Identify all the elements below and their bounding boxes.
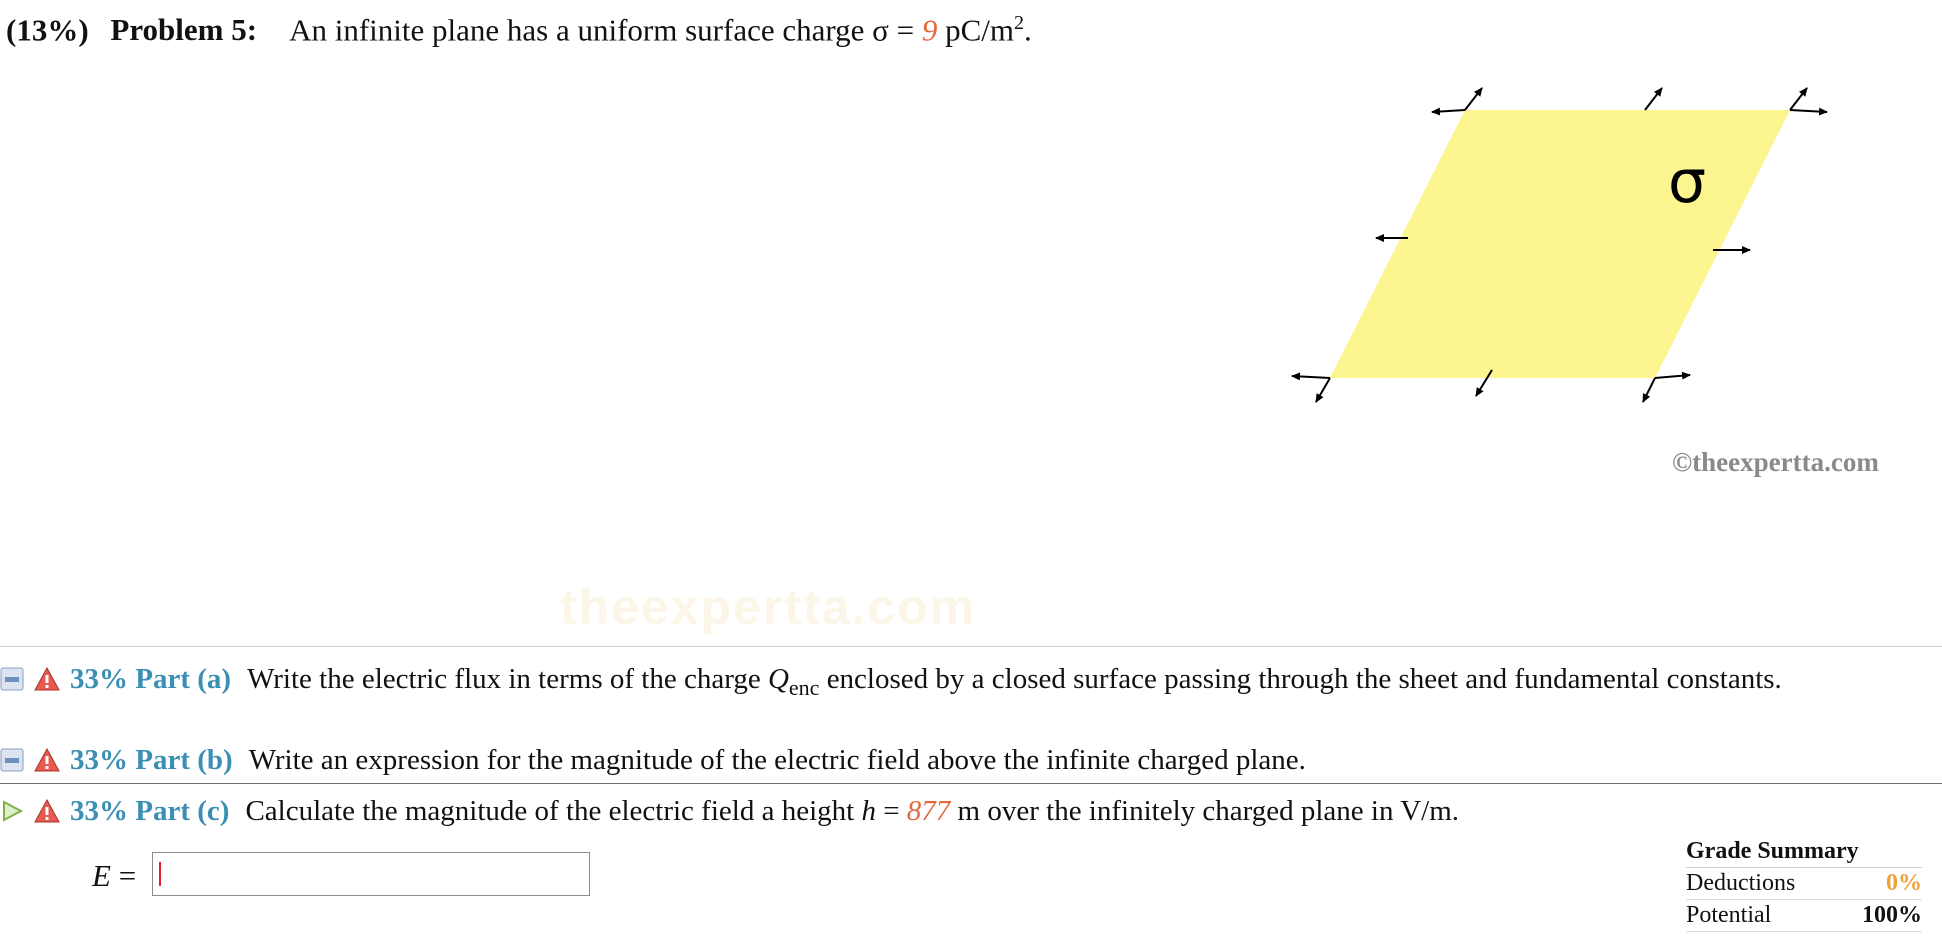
text-cursor [159,862,161,886]
deductions-value: 0% [1886,870,1922,896]
watermark-text: theexpertta.com [560,579,977,635]
potential-row [1686,900,1922,932]
part-a-label: 33% Part (a) [70,663,232,695]
part-a-text: Write the electric flux in terms of the charge [247,663,768,695]
warning-icon [34,742,60,784]
deductions-row [1686,868,1922,900]
q-enc-symbol: Q [767,663,789,695]
collapse-icon[interactable] [0,742,24,784]
part-a[interactable] [0,658,1930,709]
problem-text: An infinite plane has a uniform surface charge σ = [289,12,922,48]
charged-plane-figure [1280,80,1840,420]
q-enc-subscript: enc [788,674,820,700]
part-c-text: Calculate the magnitude of the electric field a height [245,795,862,827]
copyright-text: ©theexpertta.com [1672,447,1879,477]
part-a-text-end: enclosed by a closed surface passing through the sheet and fundamental constants. [819,663,1782,695]
divider [0,783,1942,784]
problem-title: Problem 5: [110,12,258,48]
potential-value: 100% [1862,902,1922,928]
part-b-label: 33% Part (b) [70,744,233,776]
part-c-text-end: m over the infinitely charged plane in V/m. [950,795,1460,827]
equals-sign: = [875,795,907,827]
collapse-icon[interactable] [0,661,24,703]
h-symbol: h [861,795,876,827]
answer-variable: E [92,858,111,893]
divider [0,646,1942,647]
warning-icon [34,793,60,835]
answer-equals: = [110,858,137,893]
sigma-value: 9 [921,12,938,48]
part-b-text: Write an expression for the magnitude of the electric field above the infinite charged plane. [248,744,1306,776]
problem-unit: pC/m [937,12,1014,48]
warning-icon [34,661,60,703]
grade-summary-title: Grade Summary [1686,838,1922,868]
problem-percent: (13%) [6,12,89,48]
expand-arrow-icon[interactable] [0,793,24,835]
answer-label [92,858,136,894]
deductions-label: Deductions [1686,870,1796,896]
problem-header [6,12,1032,48]
part-c-label: 33% Part (c) [70,795,230,827]
charged-plane [1330,110,1790,378]
grade-summary [1686,838,1922,932]
h-value: 877 [906,795,951,827]
part-b[interactable] [0,739,1930,784]
unit-superscript: 2 [1014,12,1024,34]
answer-input[interactable] [152,852,590,896]
part-c[interactable] [0,790,1930,835]
problem-period: . [1024,12,1032,48]
sigma-symbol: σ [1668,147,1707,217]
potential-label: Potential [1686,902,1772,928]
